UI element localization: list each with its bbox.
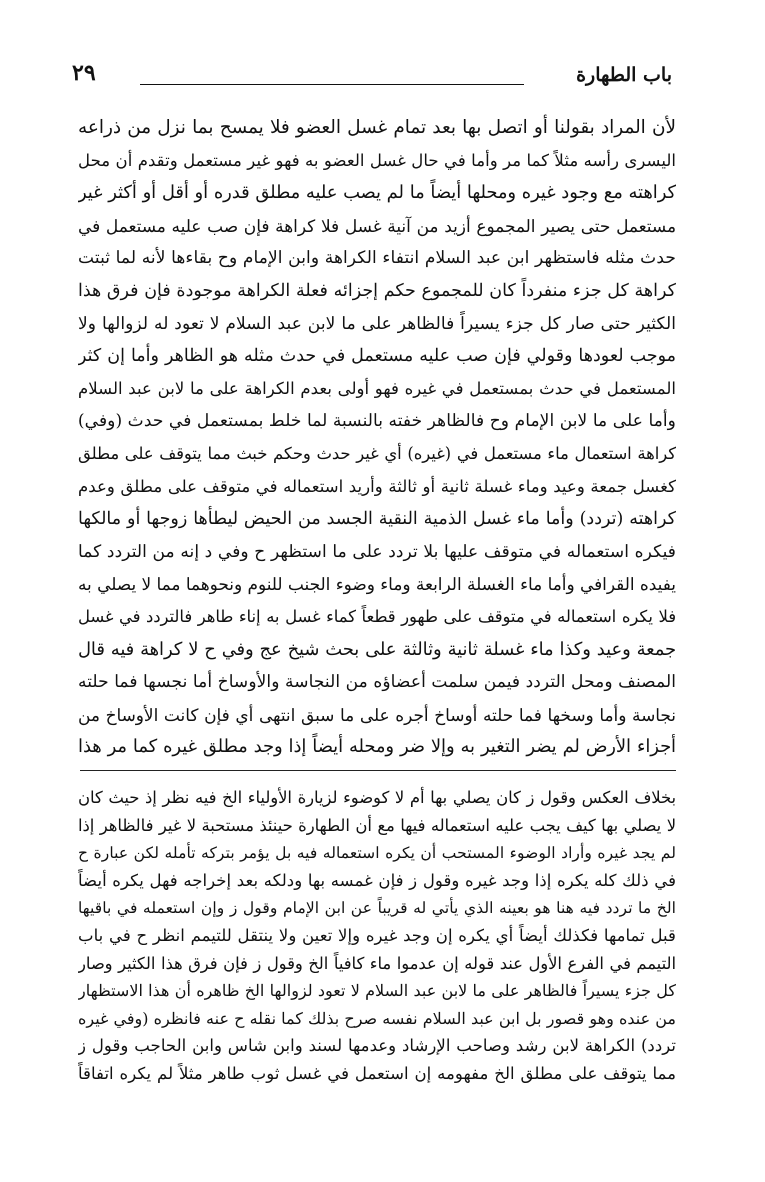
text-line: الكثير حتى صار كل جزء يسيراً فالظاهر على ما لابن عبد السلام لا تعود له لزوالها ولا — [78, 313, 676, 334]
note-line: تردد) الكراهة لابن رشد وصاحب الإرشاد وعدمها لسند وابن شاس وابن الحاجب وقول ز — [78, 1036, 676, 1056]
text-line: كراهته مع وجود غيره ومحلها أيضاً ما لم يصب عليه مطلق قدره أو أقل أو أكثر غير — [78, 182, 676, 204]
header-rule — [140, 84, 524, 85]
chapter-title: باب الطهارة — [576, 64, 672, 86]
text-line: يفيده القرافي وأما ماء الغسلة الرابعة وماء وضوء الجنب للنوم ونحوهما مما لا يصلي به — [78, 574, 676, 595]
text-line: كراهته (تردد) وأما ماء غسل الذمية النقية الجسد من الحيض ليطأها زوجها أو مالكها — [78, 509, 676, 530]
text-line: حدث مثله فاستظهر ابن عبد السلام انتفاء الكراهة وابن الإمام وح بقاءها لأنه لما ثبتت — [78, 248, 676, 269]
note-line: لا يصلي بها كيف يجب عليه استعماله فيها مع أن الطهارة حينئذ مستحبة لا غير فالظاهر إذا — [78, 815, 676, 835]
text-line: موجب لعودها وقولي فإن صب عليه مستعمل في حدث مثله هو الظاهر وأما إن كثر — [78, 346, 676, 367]
page-number: ٢٩ — [72, 60, 96, 86]
note-line: في ذلك كله يكره إذا وجد غيره وقول ز فإن غمسه بها ودلكه بعد إخراجه فهل يكره أيضاً — [78, 870, 676, 890]
footnotes — [78, 784, 676, 1088]
note-line: مما يتوقف على مطلق الخ مفهومه إن استعمل في غسل ثوب طاهر مثلاً لم يكره اتفاقاً — [78, 1063, 676, 1083]
note-line: بخلاف العكس وقول ز كان يصلي بها أم لا كوضوء لزيارة الأولياء الخ فيه نظر إذ حيث كان — [78, 788, 676, 807]
note-line: لم يجد غيره وأراد الوضوء المستحب أن يكره استعماله فيه بل يؤمر بتركه تأمله لكن عبارة ح — [78, 843, 676, 863]
running-header — [72, 60, 672, 96]
text-line: اليسرى رأسه مثلاً كما مر وأما في حال غسل العضو به فهو غير مستعمل وتقدم أن محل — [78, 150, 676, 170]
text-line: كراهة استعمال ماء مستعمل في (غيره) أي غير حدث وحكم خبث مما يتوقف على مطلق — [78, 443, 676, 463]
text-line: المستعمل في حدث بمستعمل في غيره فهو أولى بعدم الكراهة على ما لابن عبد السلام — [78, 378, 676, 398]
note-line: الخ ما تردد فيه هنا هو بعينه الذي يأتي له قريباً عن ابن الإمام وقول ز وإن استعمله في باقيها — [78, 898, 676, 918]
note-line: التيمم في الفرع الأول عند قوله إن عدموا ماء كافياً الخ وقول ز فإن فرق هذا الكثير وصار — [78, 953, 676, 973]
text-line: لأن المراد بقولنا أو اتصل بها بعد تمام غسل العضو فلا يمسح بما نزل من ذراعه — [78, 117, 676, 138]
text-line: فلا يكره استعماله في متوقف على طهور قطعاً كماء غسل به إناء طاهر فالتردد في غسل — [78, 606, 676, 626]
text-line: مستعمل حتى يصير المجموع أزيد من آنية غسل فلا كراهة فإن صب عليه مستعمل في — [78, 215, 676, 236]
main-text — [78, 112, 676, 764]
text-line: كراهة كل جزء منفرداً كان للمجموع حكم إجزائه فعلة الكراهة موجودة فإن فرق هذا — [78, 280, 676, 301]
text-line: كغسل جمعة وعيد وماء غسلة ثانية أو ثالثة وأريد استعماله في متوقف على مطلق وعدم — [78, 476, 676, 496]
text-line: فيكره استعماله في متوقف عليها بلا تردد على ما استظهر ح وفي د إنه من التردد كما — [78, 541, 676, 562]
text-line: وأما على ما لابن الإمام وح فالظاهر خفته بالنسبة لما خلط بمستعمل في حدث (وفي) — [78, 411, 676, 432]
text-line: المصنف ومحل التردد فيمن سلمت أعضاؤه من النجاسة والأوساخ أما نجسها فما حلته — [78, 672, 676, 693]
note-line: كل جزء يسيراً فالظاهر على ما لابن عبد السلام لا تعود لزوالها الخ ظاهره أن هذا الاستظهار — [78, 981, 676, 1001]
note-line: من عنده وهو قصور بل ابن عبد السلام نفسه صرح بذلك كما نقله ح عنه فانظره (وفي غيره — [78, 1008, 676, 1028]
text-line: نجاسة وأما وسخها فما حلته أوساخ أجره على ما سبق انتهى أي فإن كانت الأوساخ من — [78, 704, 676, 725]
note-line: قبل تمامها فكذلك أيضاً أي يكره إن وجد غيره وإلا تعين ولا ينتقل للتيمم انظر ح في باب — [78, 925, 676, 945]
text-line: جمعة وعيد وكذا ماء غسلة ثانية وثالثة على بحث شيخ عج وفي ح لا كراهة فيه قال — [78, 638, 676, 660]
footnote-separator — [80, 770, 676, 771]
text-line: أجزاء الأرض لم يضر التغير به وإلا ضر ومحله أيضاً إذا وجد مطلق غيره كما مر هذا — [78, 736, 676, 758]
